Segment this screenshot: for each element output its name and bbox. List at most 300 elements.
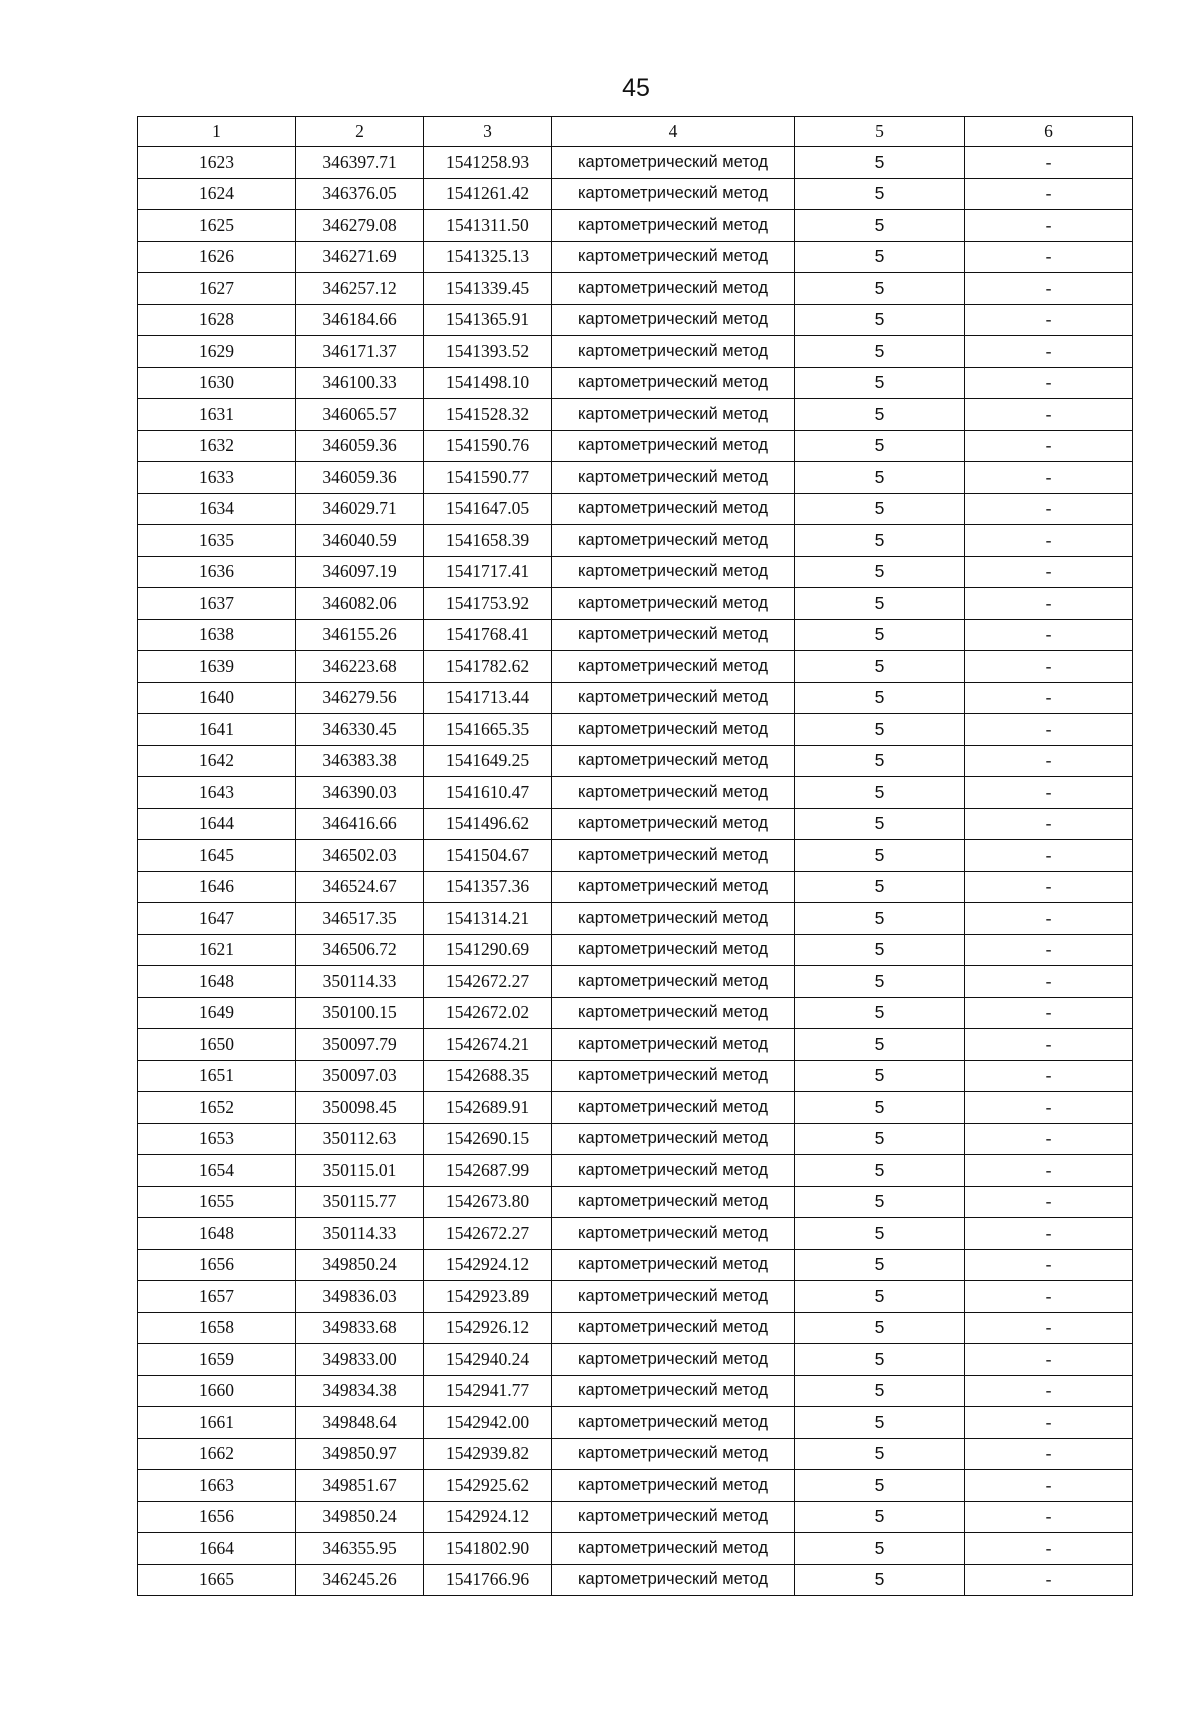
y-coordinate-cell: 1542673.80 bbox=[424, 1186, 552, 1218]
y-coordinate-cell: 1541365.91 bbox=[424, 304, 552, 336]
x-coordinate-cell: 346245.26 bbox=[296, 1564, 424, 1596]
y-coordinate-cell: 1541261.42 bbox=[424, 178, 552, 210]
accuracy-cell: 5 bbox=[795, 651, 965, 683]
column-header: 2 bbox=[296, 117, 424, 147]
accuracy-cell: 5 bbox=[795, 903, 965, 935]
table-row bbox=[138, 1249, 1133, 1281]
accuracy-cell: 5 bbox=[795, 367, 965, 399]
table-row bbox=[138, 1344, 1133, 1376]
y-coordinate-cell: 1542926.12 bbox=[424, 1312, 552, 1344]
x-coordinate-cell: 346330.45 bbox=[296, 714, 424, 746]
point-number-cell: 1639 bbox=[138, 651, 296, 683]
x-coordinate-cell: 349833.68 bbox=[296, 1312, 424, 1344]
table-row bbox=[138, 336, 1133, 368]
x-coordinate-cell: 349850.24 bbox=[296, 1501, 424, 1533]
method-cell: картометрический метод bbox=[552, 210, 795, 242]
method-cell: картометрический метод bbox=[552, 1375, 795, 1407]
y-coordinate-cell: 1541498.10 bbox=[424, 367, 552, 399]
accuracy-cell: 5 bbox=[795, 178, 965, 210]
note-cell: - bbox=[965, 336, 1133, 368]
accuracy-cell: 5 bbox=[795, 556, 965, 588]
point-number-cell: 1629 bbox=[138, 336, 296, 368]
method-cell: картометрический метод bbox=[552, 1344, 795, 1376]
y-coordinate-cell: 1542942.00 bbox=[424, 1407, 552, 1439]
note-cell: - bbox=[965, 1375, 1133, 1407]
x-coordinate-cell: 346397.71 bbox=[296, 147, 424, 179]
accuracy-cell: 5 bbox=[795, 1218, 965, 1250]
method-cell: картометрический метод bbox=[552, 178, 795, 210]
table-row bbox=[138, 1060, 1133, 1092]
method-cell: картометрический метод bbox=[552, 1092, 795, 1124]
table-row bbox=[138, 1123, 1133, 1155]
table-row bbox=[138, 1312, 1133, 1344]
note-cell: - bbox=[965, 1123, 1133, 1155]
method-cell: картометрический метод bbox=[552, 430, 795, 462]
table-row bbox=[138, 367, 1133, 399]
method-cell: картометрический метод bbox=[552, 840, 795, 872]
method-cell: картометрический метод bbox=[552, 1123, 795, 1155]
note-cell: - bbox=[965, 210, 1133, 242]
table-row bbox=[138, 1501, 1133, 1533]
column-header: 1 bbox=[138, 117, 296, 147]
note-cell: - bbox=[965, 1344, 1133, 1376]
note-cell: - bbox=[965, 997, 1133, 1029]
point-number-cell: 1623 bbox=[138, 147, 296, 179]
accuracy-cell: 5 bbox=[795, 147, 965, 179]
point-number-cell: 1632 bbox=[138, 430, 296, 462]
point-number-cell: 1656 bbox=[138, 1249, 296, 1281]
y-coordinate-cell: 1541504.67 bbox=[424, 840, 552, 872]
point-number-cell: 1660 bbox=[138, 1375, 296, 1407]
method-cell: картометрический метод bbox=[552, 619, 795, 651]
y-coordinate-cell: 1541590.76 bbox=[424, 430, 552, 462]
point-number-cell: 1659 bbox=[138, 1344, 296, 1376]
y-coordinate-cell: 1542924.12 bbox=[424, 1501, 552, 1533]
point-number-cell: 1638 bbox=[138, 619, 296, 651]
y-coordinate-cell: 1541713.44 bbox=[424, 682, 552, 714]
column-header: 5 bbox=[795, 117, 965, 147]
method-cell: картометрический метод bbox=[552, 777, 795, 809]
y-coordinate-cell: 1542939.82 bbox=[424, 1438, 552, 1470]
x-coordinate-cell: 346271.69 bbox=[296, 241, 424, 273]
accuracy-cell: 5 bbox=[795, 1375, 965, 1407]
method-cell: картометрический метод bbox=[552, 273, 795, 305]
accuracy-cell: 5 bbox=[795, 1123, 965, 1155]
point-number-cell: 1654 bbox=[138, 1155, 296, 1187]
method-cell: картометрический метод bbox=[552, 241, 795, 273]
x-coordinate-cell: 346223.68 bbox=[296, 651, 424, 683]
method-cell: картометрический метод bbox=[552, 1060, 795, 1092]
accuracy-cell: 5 bbox=[795, 525, 965, 557]
accuracy-cell: 5 bbox=[795, 745, 965, 777]
point-number-cell: 1642 bbox=[138, 745, 296, 777]
x-coordinate-cell: 346082.06 bbox=[296, 588, 424, 620]
table-row bbox=[138, 1155, 1133, 1187]
x-coordinate-cell: 350114.33 bbox=[296, 1218, 424, 1250]
point-number-cell: 1631 bbox=[138, 399, 296, 431]
table-header-row bbox=[138, 117, 1133, 147]
accuracy-cell: 5 bbox=[795, 871, 965, 903]
accuracy-cell: 5 bbox=[795, 1501, 965, 1533]
point-number-cell: 1624 bbox=[138, 178, 296, 210]
note-cell: - bbox=[965, 840, 1133, 872]
x-coordinate-cell: 346506.72 bbox=[296, 934, 424, 966]
y-coordinate-cell: 1542689.91 bbox=[424, 1092, 552, 1124]
x-coordinate-cell: 346059.36 bbox=[296, 462, 424, 494]
table-row bbox=[138, 525, 1133, 557]
column-header: 3 bbox=[424, 117, 552, 147]
accuracy-cell: 5 bbox=[795, 493, 965, 525]
table-row bbox=[138, 808, 1133, 840]
x-coordinate-cell: 346524.67 bbox=[296, 871, 424, 903]
note-cell: - bbox=[965, 304, 1133, 336]
table-row bbox=[138, 1218, 1133, 1250]
method-cell: картометрический метод bbox=[552, 1501, 795, 1533]
note-cell: - bbox=[965, 1407, 1133, 1439]
method-cell: картометрический метод bbox=[552, 399, 795, 431]
y-coordinate-cell: 1541782.62 bbox=[424, 651, 552, 683]
method-cell: картометрический метод bbox=[552, 997, 795, 1029]
x-coordinate-cell: 349851.67 bbox=[296, 1470, 424, 1502]
note-cell: - bbox=[965, 367, 1133, 399]
x-coordinate-cell: 346100.33 bbox=[296, 367, 424, 399]
table-row bbox=[138, 1470, 1133, 1502]
point-number-cell: 1640 bbox=[138, 682, 296, 714]
table-row bbox=[138, 273, 1133, 305]
x-coordinate-cell: 346059.36 bbox=[296, 430, 424, 462]
point-number-cell: 1627 bbox=[138, 273, 296, 305]
accuracy-cell: 5 bbox=[795, 714, 965, 746]
accuracy-cell: 5 bbox=[795, 399, 965, 431]
point-number-cell: 1636 bbox=[138, 556, 296, 588]
note-cell: - bbox=[965, 178, 1133, 210]
note-cell: - bbox=[965, 1438, 1133, 1470]
method-cell: картометрический метод bbox=[552, 1470, 795, 1502]
accuracy-cell: 5 bbox=[795, 241, 965, 273]
accuracy-cell: 5 bbox=[795, 210, 965, 242]
accuracy-cell: 5 bbox=[795, 1249, 965, 1281]
method-cell: картометрический метод bbox=[552, 304, 795, 336]
point-number-cell: 1665 bbox=[138, 1564, 296, 1596]
y-coordinate-cell: 1542924.12 bbox=[424, 1249, 552, 1281]
point-number-cell: 1652 bbox=[138, 1092, 296, 1124]
y-coordinate-cell: 1542688.35 bbox=[424, 1060, 552, 1092]
accuracy-cell: 5 bbox=[795, 840, 965, 872]
note-cell: - bbox=[965, 1029, 1133, 1061]
method-cell: картометрический метод bbox=[552, 1312, 795, 1344]
y-coordinate-cell: 1541658.39 bbox=[424, 525, 552, 557]
point-number-cell: 1628 bbox=[138, 304, 296, 336]
y-coordinate-cell: 1541528.32 bbox=[424, 399, 552, 431]
accuracy-cell: 5 bbox=[795, 619, 965, 651]
x-coordinate-cell: 346517.35 bbox=[296, 903, 424, 935]
y-coordinate-cell: 1542925.62 bbox=[424, 1470, 552, 1502]
point-number-cell: 1664 bbox=[138, 1533, 296, 1565]
table-row bbox=[138, 556, 1133, 588]
accuracy-cell: 5 bbox=[795, 1407, 965, 1439]
x-coordinate-cell: 349848.64 bbox=[296, 1407, 424, 1439]
table-row bbox=[138, 430, 1133, 462]
point-number-cell: 1637 bbox=[138, 588, 296, 620]
y-coordinate-cell: 1541339.45 bbox=[424, 273, 552, 305]
method-cell: картометрический метод bbox=[552, 651, 795, 683]
table-row bbox=[138, 777, 1133, 809]
table-row bbox=[138, 934, 1133, 966]
x-coordinate-cell: 346376.05 bbox=[296, 178, 424, 210]
method-cell: картометрический метод bbox=[552, 1186, 795, 1218]
x-coordinate-cell: 346502.03 bbox=[296, 840, 424, 872]
accuracy-cell: 5 bbox=[795, 588, 965, 620]
method-cell: картометрический метод bbox=[552, 934, 795, 966]
table-row bbox=[138, 1564, 1133, 1596]
method-cell: картометрический метод bbox=[552, 147, 795, 179]
point-number-cell: 1641 bbox=[138, 714, 296, 746]
method-cell: картометрический метод bbox=[552, 493, 795, 525]
point-number-cell: 1649 bbox=[138, 997, 296, 1029]
method-cell: картометрический метод bbox=[552, 336, 795, 368]
table-row bbox=[138, 1186, 1133, 1218]
point-number-cell: 1621 bbox=[138, 934, 296, 966]
y-coordinate-cell: 1541290.69 bbox=[424, 934, 552, 966]
accuracy-cell: 5 bbox=[795, 934, 965, 966]
accuracy-cell: 5 bbox=[795, 1029, 965, 1061]
table-row bbox=[138, 462, 1133, 494]
y-coordinate-cell: 1541665.35 bbox=[424, 714, 552, 746]
method-cell: картометрический метод bbox=[552, 1533, 795, 1565]
method-cell: картометрический метод bbox=[552, 903, 795, 935]
y-coordinate-cell: 1541649.25 bbox=[424, 745, 552, 777]
note-cell: - bbox=[965, 273, 1133, 305]
method-cell: картометрический метод bbox=[552, 1155, 795, 1187]
note-cell: - bbox=[965, 399, 1133, 431]
method-cell: картометрический метод bbox=[552, 1218, 795, 1250]
table-row bbox=[138, 651, 1133, 683]
point-number-cell: 1648 bbox=[138, 1218, 296, 1250]
x-coordinate-cell: 349850.24 bbox=[296, 1249, 424, 1281]
table-row bbox=[138, 682, 1133, 714]
y-coordinate-cell: 1542672.27 bbox=[424, 1218, 552, 1250]
point-number-cell: 1656 bbox=[138, 1501, 296, 1533]
y-coordinate-cell: 1541314.21 bbox=[424, 903, 552, 935]
table-row bbox=[138, 619, 1133, 651]
accuracy-cell: 5 bbox=[795, 777, 965, 809]
table-row bbox=[138, 997, 1133, 1029]
point-number-cell: 1647 bbox=[138, 903, 296, 935]
x-coordinate-cell: 346279.56 bbox=[296, 682, 424, 714]
accuracy-cell: 5 bbox=[795, 1564, 965, 1596]
note-cell: - bbox=[965, 1564, 1133, 1596]
table-row bbox=[138, 714, 1133, 746]
note-cell: - bbox=[965, 1533, 1133, 1565]
method-cell: картометрический метод bbox=[552, 1281, 795, 1313]
point-number-cell: 1658 bbox=[138, 1312, 296, 1344]
table-row bbox=[138, 903, 1133, 935]
y-coordinate-cell: 1542672.02 bbox=[424, 997, 552, 1029]
y-coordinate-cell: 1541311.50 bbox=[424, 210, 552, 242]
point-number-cell: 1655 bbox=[138, 1186, 296, 1218]
x-coordinate-cell: 346257.12 bbox=[296, 273, 424, 305]
note-cell: - bbox=[965, 682, 1133, 714]
point-number-cell: 1651 bbox=[138, 1060, 296, 1092]
note-cell: - bbox=[965, 1312, 1133, 1344]
accuracy-cell: 5 bbox=[795, 1533, 965, 1565]
x-coordinate-cell: 350098.45 bbox=[296, 1092, 424, 1124]
point-number-cell: 1626 bbox=[138, 241, 296, 273]
y-coordinate-cell: 1541258.93 bbox=[424, 147, 552, 179]
x-coordinate-cell: 346279.08 bbox=[296, 210, 424, 242]
x-coordinate-cell: 350097.03 bbox=[296, 1060, 424, 1092]
note-cell: - bbox=[965, 430, 1133, 462]
accuracy-cell: 5 bbox=[795, 304, 965, 336]
table-row bbox=[138, 493, 1133, 525]
accuracy-cell: 5 bbox=[795, 966, 965, 998]
point-number-cell: 1662 bbox=[138, 1438, 296, 1470]
note-cell: - bbox=[965, 241, 1133, 273]
y-coordinate-cell: 1542690.15 bbox=[424, 1123, 552, 1155]
table-body bbox=[138, 147, 1133, 1596]
y-coordinate-cell: 1542674.21 bbox=[424, 1029, 552, 1061]
accuracy-cell: 5 bbox=[795, 1155, 965, 1187]
x-coordinate-cell: 350115.77 bbox=[296, 1186, 424, 1218]
accuracy-cell: 5 bbox=[795, 430, 965, 462]
x-coordinate-cell: 349834.38 bbox=[296, 1375, 424, 1407]
note-cell: - bbox=[965, 745, 1133, 777]
x-coordinate-cell: 350115.01 bbox=[296, 1155, 424, 1187]
accuracy-cell: 5 bbox=[795, 1344, 965, 1376]
column-header: 4 bbox=[552, 117, 795, 147]
x-coordinate-cell: 350114.33 bbox=[296, 966, 424, 998]
page-number: 45 bbox=[622, 74, 650, 102]
point-number-cell: 1630 bbox=[138, 367, 296, 399]
note-cell: - bbox=[965, 147, 1133, 179]
table-row bbox=[138, 1533, 1133, 1565]
y-coordinate-cell: 1541357.36 bbox=[424, 871, 552, 903]
x-coordinate-cell: 346184.66 bbox=[296, 304, 424, 336]
table-row bbox=[138, 1438, 1133, 1470]
accuracy-cell: 5 bbox=[795, 273, 965, 305]
y-coordinate-cell: 1542940.24 bbox=[424, 1344, 552, 1376]
table-row bbox=[138, 1092, 1133, 1124]
table-row bbox=[138, 871, 1133, 903]
x-coordinate-cell: 346416.66 bbox=[296, 808, 424, 840]
y-coordinate-cell: 1542941.77 bbox=[424, 1375, 552, 1407]
table-row bbox=[138, 1029, 1133, 1061]
note-cell: - bbox=[965, 1155, 1133, 1187]
point-number-cell: 1644 bbox=[138, 808, 296, 840]
point-number-cell: 1663 bbox=[138, 1470, 296, 1502]
table-row bbox=[138, 210, 1133, 242]
x-coordinate-cell: 346355.95 bbox=[296, 1533, 424, 1565]
x-coordinate-cell: 346171.37 bbox=[296, 336, 424, 368]
y-coordinate-cell: 1542923.89 bbox=[424, 1281, 552, 1313]
table-row bbox=[138, 966, 1133, 998]
note-cell: - bbox=[965, 1501, 1133, 1533]
table-row bbox=[138, 147, 1133, 179]
note-cell: - bbox=[965, 462, 1133, 494]
accuracy-cell: 5 bbox=[795, 1438, 965, 1470]
point-number-cell: 1648 bbox=[138, 966, 296, 998]
method-cell: картометрический метод bbox=[552, 1407, 795, 1439]
y-coordinate-cell: 1541753.92 bbox=[424, 588, 552, 620]
point-number-cell: 1657 bbox=[138, 1281, 296, 1313]
note-cell: - bbox=[965, 1092, 1133, 1124]
point-number-cell: 1645 bbox=[138, 840, 296, 872]
method-cell: картометрический метод bbox=[552, 808, 795, 840]
method-cell: картометрический метод bbox=[552, 714, 795, 746]
note-cell: - bbox=[965, 1281, 1133, 1313]
y-coordinate-cell: 1541768.41 bbox=[424, 619, 552, 651]
note-cell: - bbox=[965, 651, 1133, 683]
table-row bbox=[138, 840, 1133, 872]
y-coordinate-cell: 1541802.90 bbox=[424, 1533, 552, 1565]
x-coordinate-cell: 346065.57 bbox=[296, 399, 424, 431]
note-cell: - bbox=[965, 808, 1133, 840]
method-cell: картометрический метод bbox=[552, 871, 795, 903]
method-cell: картометрический метод bbox=[552, 462, 795, 494]
x-coordinate-cell: 346383.38 bbox=[296, 745, 424, 777]
note-cell: - bbox=[965, 619, 1133, 651]
note-cell: - bbox=[965, 966, 1133, 998]
accuracy-cell: 5 bbox=[795, 997, 965, 1029]
table-row bbox=[138, 241, 1133, 273]
x-coordinate-cell: 346029.71 bbox=[296, 493, 424, 525]
x-coordinate-cell: 346097.19 bbox=[296, 556, 424, 588]
x-coordinate-cell: 349833.00 bbox=[296, 1344, 424, 1376]
y-coordinate-cell: 1541496.62 bbox=[424, 808, 552, 840]
table-row bbox=[138, 1407, 1133, 1439]
accuracy-cell: 5 bbox=[795, 1312, 965, 1344]
point-number-cell: 1643 bbox=[138, 777, 296, 809]
accuracy-cell: 5 bbox=[795, 336, 965, 368]
method-cell: картометрический метод bbox=[552, 966, 795, 998]
accuracy-cell: 5 bbox=[795, 808, 965, 840]
x-coordinate-cell: 350097.79 bbox=[296, 1029, 424, 1061]
note-cell: - bbox=[965, 1249, 1133, 1281]
x-coordinate-cell: 346390.03 bbox=[296, 777, 424, 809]
note-cell: - bbox=[965, 525, 1133, 557]
table-row bbox=[138, 745, 1133, 777]
y-coordinate-cell: 1541610.47 bbox=[424, 777, 552, 809]
note-cell: - bbox=[965, 934, 1133, 966]
accuracy-cell: 5 bbox=[795, 1470, 965, 1502]
table-row bbox=[138, 399, 1133, 431]
x-coordinate-cell: 346040.59 bbox=[296, 525, 424, 557]
note-cell: - bbox=[965, 903, 1133, 935]
accuracy-cell: 5 bbox=[795, 1281, 965, 1313]
x-coordinate-cell: 349850.97 bbox=[296, 1438, 424, 1470]
note-cell: - bbox=[965, 1060, 1133, 1092]
note-cell: - bbox=[965, 1218, 1133, 1250]
method-cell: картометрический метод bbox=[552, 588, 795, 620]
point-number-cell: 1646 bbox=[138, 871, 296, 903]
note-cell: - bbox=[965, 714, 1133, 746]
method-cell: картометрический метод bbox=[552, 525, 795, 557]
y-coordinate-cell: 1541717.41 bbox=[424, 556, 552, 588]
accuracy-cell: 5 bbox=[795, 1060, 965, 1092]
method-cell: картометрический метод bbox=[552, 556, 795, 588]
note-cell: - bbox=[965, 493, 1133, 525]
method-cell: картометрический метод bbox=[552, 745, 795, 777]
note-cell: - bbox=[965, 1470, 1133, 1502]
column-header: 6 bbox=[965, 117, 1133, 147]
table-row bbox=[138, 304, 1133, 336]
accuracy-cell: 5 bbox=[795, 1092, 965, 1124]
method-cell: картометрический метод bbox=[552, 1438, 795, 1470]
x-coordinate-cell: 346155.26 bbox=[296, 619, 424, 651]
x-coordinate-cell: 350100.15 bbox=[296, 997, 424, 1029]
table-row bbox=[138, 178, 1133, 210]
note-cell: - bbox=[965, 556, 1133, 588]
